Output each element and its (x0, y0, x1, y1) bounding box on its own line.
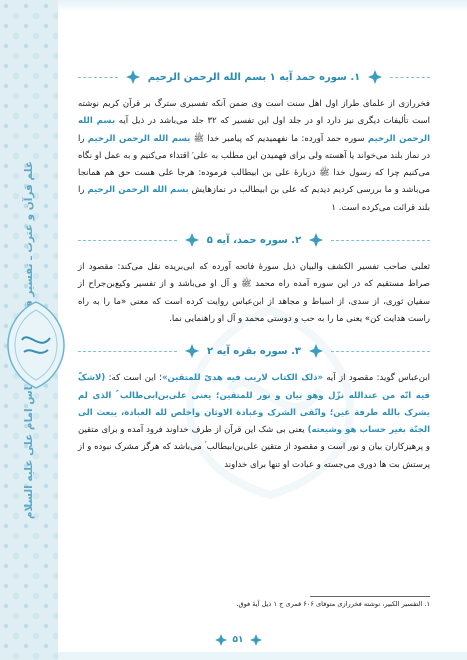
footnote: ۱. التفسیر الکبیر، نوشته فخررازی متوفای ۶۰۶ قمری ج ۱ ذیل آیهٔ فوق. (236, 600, 430, 608)
medallion-emblem (6, 300, 66, 390)
page-content (78, 68, 430, 488)
heading-rule (390, 77, 430, 78)
heading-rule (331, 240, 430, 241)
top-decorative-band (58, 0, 467, 12)
section-heading-1 (78, 68, 430, 86)
section-heading-3 (78, 342, 430, 360)
ornament-icon (215, 634, 227, 646)
paragraph: ثعلبی صاحب تفسیر الکشف والبیان ذیل سورهٔ فاتحه آورده که ابی‌بریده نقل می‌کند: مقصود از صراط مستقیم که در این سوره آمده راه محمد ﷺ و آل او می‌باشد و از تفسیر وکیع‌بن‌جراح از سفیان ثوری، از سدی، از اسباط و مجاهد از ابن‌عباس روایت کرده است که معنی «ما را به راه راست هدایت کن» یعنی ما را به حب و دوستی محمد و آل او راهنمایی نما. (78, 262, 430, 324)
ornament-icon (309, 344, 323, 358)
heading-title: ۱. سوره حمد آیه ۱ بسم الله الرحمن الرحیم (147, 71, 361, 83)
footnote-rule (310, 596, 430, 597)
paragraph: ابن‌عباس گوید: مقصود از آیه «ذلک الکتاب لاریب فیه هدیً للمتقین»؛ این است که: (لاشکّ فیه انّه من عندالله نزّل وهو بیان و نور للمتقین؛ یعنی علی‌بن‌ابی‌طالب ؑ الذی لم یشرک بالله طرفة عین؛ واتّقی الشرک وعبادة الاوثان واخلص لله العبادة، یبعث الی الجنّة بغیر حساب هو وشیعته) یعنی بی شک این قرآن از طرف خداوند فرود آمده و برای متقین و پرهیزکاران بیان و نور است و مقصود از متقین علی‌بن‌ابیطالب ؑ می‌باشد که هرگز مشرک نبوده و از پرستش بت ها دوری می‌جسته و عبادت او تنها برای خداوند (78, 373, 430, 470)
page-number (198, 630, 278, 650)
ornament-icon (250, 634, 262, 646)
ornament-icon (368, 70, 382, 84)
ornament-icon (126, 70, 140, 84)
heading-title: ۲. سوره حمد، آیه ۵ (206, 234, 302, 246)
ornament-icon (185, 233, 199, 247)
section-heading-2 (78, 231, 430, 249)
heading-rule (78, 240, 177, 241)
heading-rule (78, 77, 118, 78)
paragraph: فخررازی از علمای طراز اول اهل سنت است وی ضمن آنکه تفسیری سترگ بر قرآن کریم نوشته است تألیفات دیگری نیز دارد او در جلد اول این تفسیر که ۳۲ جلد می‌باشد در ذیل آیه بسم الله الرحمن الرحیم سوره حمد آورده: ما نفهمیدیم که پیامبر خدا ﷺ بسم الله الرحمن الرحیم را در نماز بلند می‌خواند یا آهسته ولی برای فهمیدن این مطلب به علی ؑ اقتداء می‌کنیم و به عمل او نگاه می‌کنیم چرا که رسول خدا ﷺ دربارهٔ علی بن ابیطالب فرموده: هرجا علی هست حق هم همانجا می‌باشد و ما بررسی کردیم دیدیم که علی بن ابیطالب در نمازهایش بسم الله الرحمن الرحیم را بلند قرائت می‌کرده است. ۱ (78, 99, 431, 213)
ornament-icon (309, 233, 323, 247)
ornament-icon (185, 344, 199, 358)
page-number-text: ۵۱ (232, 635, 244, 645)
heading-title: ۳. سوره بقره آیه ۲ (206, 345, 302, 357)
heading-rule (331, 351, 430, 352)
heading-rule (78, 351, 177, 352)
bottom-decorative-band (58, 652, 467, 660)
